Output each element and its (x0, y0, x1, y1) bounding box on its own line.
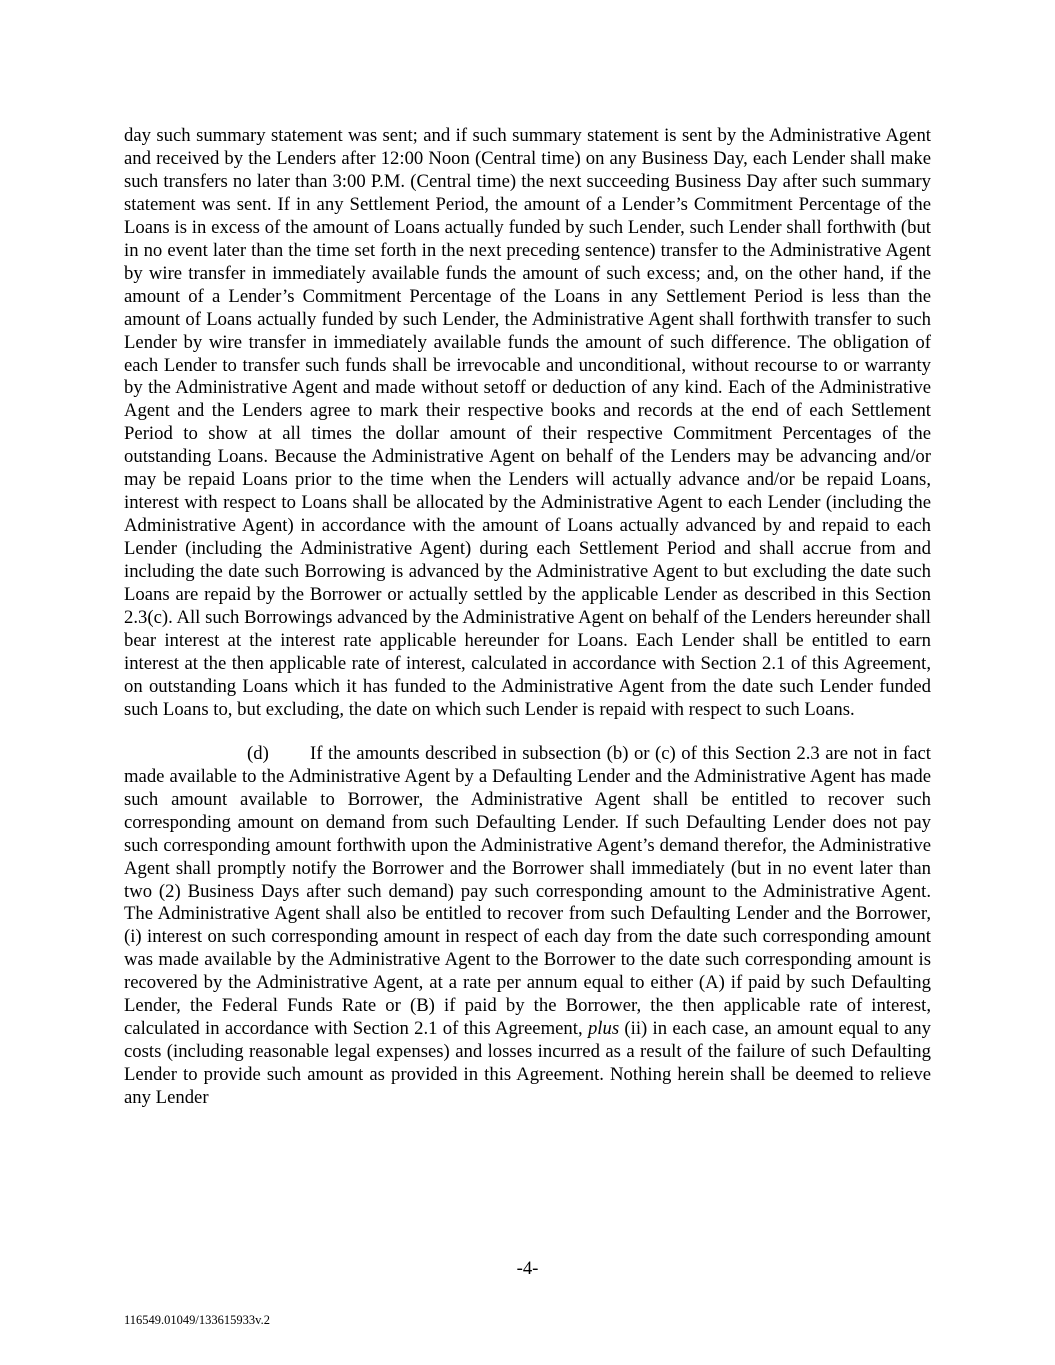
document-body (124, 125, 931, 1110)
paragraph-d-italic-plus: plus (587, 1018, 620, 1040)
paragraph-d-text-1: If the amounts described in subsection (b) or (c) of this Section 2.3 are not in fact made available to the Administrative Agent by a Defaulting Lender and the Administrative Agent has made such amount available to Borrower, the Administrative Agent shall be entitled to recover such corresponding amount on demand from such Defaulting Lender. If such Defaulting Lender does not pay such corresponding amount forthwith upon the Administrative Agent’s demand therefor, the Administrative Agent shall promptly notify the Borrower and the Borrower shall immediately (but in no event later than two (2) Business Days after such demand) pay such corresponding amount to the Administrative Agent. The Administrative Agent shall also be entitled to recover from such Defaulting Lender and the Borrower, (i) interest on such corresponding amount in respect of each day from the date such corresponding amount was made available by the Administrative Agent to the Borrower to the date such corresponding amount is recovered by the Administrative Agent, at a rate per annum equal to either (A) if paid by such Defaulting Lender, the Federal Funds Rate or (B) if paid by the Borrower, the then applicable rate of interest, calculated in accordance with Section 2.1 of this Agreement, (124, 742, 931, 1040)
paragraph-d-text-2: (ii) in each case, an amount equal to any costs (including reasonable legal expenses) and losses incurred as a result of the failure of such Defaulting Lender to provide such amount as provided in this Agreement. Nothing herein shall be deemed to relieve any Lender (124, 1018, 931, 1109)
paragraph-c-continued: day such summary statement was sent; and if such summary statement is sent by the Administrative Agent and received by the Lenders after 12:00 Noon (Central time) on any Business Day, each Lender shall make such transfers no later than 3:00 P.M. (Central time) the next succeeding Business Day after such summary statement was sent. If in any Settlement Period, the amount of a Lender’s Commitment Percentage of the Loans is in excess of the amount of Loans actually funded by such Lender, such Lender shall forthwith (but in no event later than the time set forth in the next preceding sentence) transfer to the Administrative Agent by wire transfer in immediately available funds the amount of such excess; and, on the other hand, if the amount of a Lender’s Commitment Percentage of the Loans in any Settlement Period is less than the amount of Loans actually funded by such Lender, the Administrative Agent shall forthwith transfer to such Lender by wire transfer in immediately available funds the amount of such difference. The obligation of each Lender to transfer such funds shall be irrevocable and unconditional, without recourse to or warranty by the Administrative Agent and made without setoff or deduction of any kind. Each of the Administrative Agent and the Lenders agree to mark their respective books and records at the end of each Settlement Period to show at all times the dollar amount of their respective Commitment Percentages of the outstanding Loans. Because the Administrative Agent on behalf of the Lenders may be advancing and/or may be repaid Loans prior to the time when the Lenders will actually advance and/or be repaid Loans, interest with respect to Loans shall be allocated by the Administrative Agent to each Lender (including the Administrative Agent) in accordance with the amount of Loans actually advanced by and repaid to each Lender (including the Administrative Agent) during each Settlement Period and shall accrue from and including the date such Borrowing is advanced by the Administrative Agent to but excluding the date such Loans are repaid by the Borrower or actually settled by the applicable Lender as described in this Section 2.3(c). All such Borrowings advanced by the Administrative Agent on behalf of the Lenders hereunder shall bear interest at the interest rate applicable hereunder for Loans. Each Lender shall be entitled to earn interest at the then applicable rate of interest, calculated in accordance with Section 2.1 of this Agreement, on outstanding Loans which it has funded to the Administrative Agent from the date such Lender funded such Loans to, but excluding, the date on which such Lender is repaid with respect to such Loans. (124, 125, 931, 720)
paragraph-d (124, 743, 931, 1110)
paragraph-d-label: (d) (247, 742, 269, 764)
document-id: 116549.01049/133615933v.2 (124, 1313, 270, 1327)
page-number: -4- (516, 1258, 539, 1279)
